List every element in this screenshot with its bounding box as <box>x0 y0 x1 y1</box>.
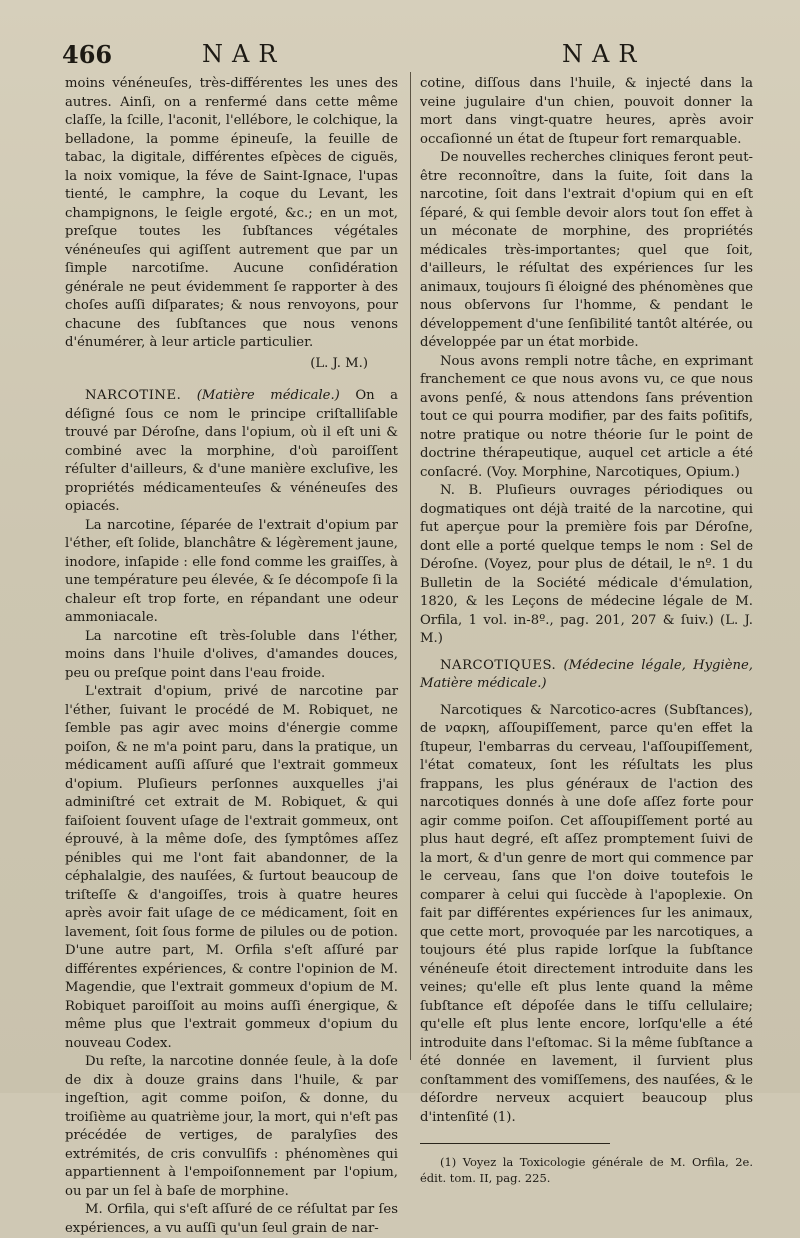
paragraph: moins vénéneuſes, très-différentes les unes des autres. Ainſi, on a renfermé dans cette même claſſe, la ſcille, l'aconit, l'ellébore, le colchique, la belladone, la pomme épineuſe, la feuille de tabac, la digitale, différentes eſpèces de ciguës, la noix vomique, la féve de Saint-Ignace, l'upas tienté, le camphre, la coque du Levant, les champignons, le ſeigle ergoté, &c.; en un mot, preſque toutes les ſubſtances végétales vénéneuſes qui agiſſent autrement que par un ſimple narcotiſme. Aucune conſidération générale ne peut évidemment ſe rapporter à des choſes auſſi diſparates; & nous renvoyons, pour chacune des ſubſtances que nous venons d'énumérer, à leur article particulier. <box>65 76 398 350</box>
paragraph: M. Orfila, qui s'eſt aſſuré de ce réſultat par ſes expériences, a vu auſſi qu'un ſeul grain de nar- <box>65 1202 398 1236</box>
paragraph: L'extrait d'opium, privé de narcotine par l'éther, ſuivant le procédé de M. Robiquet, ne ſemble pas agir avec moins d'énergie comme poiſon, & ne m'a point paru, dans la pratique, un médicament auſſi aſſuré que l'extrait gommeux d'opium. Pluſieurs perſonnes auxquelles j'ai adminiſtré cet extrait de M. Robiquet, & qui faiſoient ſouvent uſage de l'extrait gommeux, ont éprouvé, à la même doſe, des ſymptômes aſſez pénibles qui me l'ont fait abandonner, de la céphalalgie, des nauſées, & ſurtout beaucoup de triſteſſe & d'angoiſſes, trois à quatre heures après avoir fait uſage de ce médicament, ſoit en lavement, ſoit ſous forme de pilules ou de potion. D'une autre part, M. Orfila s'eſt aſſuré par différentes expériences, & contre l'opinion de M. Magendie, que l'extrait gommeux d'opium de M. Robiquet paroiſſoit au moins auſſi énergique, & même plus que l'extrait gommeux d'opium du nouveau Codex. <box>65 684 398 1051</box>
running-head-left: NAR <box>202 40 286 68</box>
right-column <box>420 75 753 1186</box>
paragraph: Du reſte, la narcotine donnée ſeule, à la doſe de dix à douze grains dans l'huile, & par ingeſtion, agit comme poiſon, & donne, du troiſième au quatrième jour, la mort, qui n'eſt pas précédée de vertiges, de paralyſies des extrémités, de cris convulſifs : phénomènes qui appartiennent à l'empoiſonnement par l'opium, ou par un ſel à baſe de morphine. <box>65 1054 398 1199</box>
footnote-rule <box>420 1143 610 1144</box>
paragraph-text: On a déſigné ſous ce nom le principe criſtalliſable trouvé par Déroſne, dans l'opium, où il eſt uni & combiné avec la morphine, d'où paroiſſent réſulter d'ailleurs, & d'une manière excluſive, les propriétés médicamenteuſes & vénéneuſes des opiacés. <box>65 388 398 514</box>
page-number: 466 <box>62 40 113 69</box>
paragraph: Nous avons rempli notre tâche, en exprimant franchement ce que nous avons vu, ce que nous avons penſé, & nous attendons ſans prévention tout ce qui pourra modifier, par des faits poſitifs, notre pratique ou notre théorie ſur le point de doctrine thérapeutique, auquel cet article a été conſacré. (Voy. Morphine, Narcotiques, Opium.) <box>420 353 753 480</box>
column-divider <box>410 72 411 1060</box>
running-head-right: NAR <box>562 40 646 68</box>
paragraph: La narcotine, ſéparée de l'extrait d'opium par l'éther, eſt ſolide, blanchâtre & légèrement jaune, inodore, inſapide : elle fond comme les graiſſes, à une température peu élevée, & ſe décompoſe ſi la chaleur eſt trop forte, en répandant une odeur ammoniacale. <box>65 517 398 625</box>
article-subject: (Matière médicale.) <box>196 388 340 403</box>
left-column <box>65 75 398 1238</box>
article-heading: NARCOTINE. <box>85 388 182 403</box>
paragraph: Narcotiques & Narcotico-acres (Subſtances), de ναρκη, aſſoupiſſement, parce qu'en effet la ſtupeur, l'embarras du cerveau, l'aſſoupiſſement, l'état comateux, ſont les réſultats les plus frappans, les plus généraux de l'action des narcotiques donnés à une doſe aſſez forte pour agir comme poiſon. Cet aſſoupiſſement porté au plus haut degré, eſt aſſez promptement ſuivi de la mort, & d'un genre de mort qui commence par le cerveau, ſans que l'on doive toutefois le comparer à celui qui ſuccède à l'apoplexie. On fait par différentes expériences ſur les animaux, que cette mort, provoquée par les narcotiques, a toujours été plus rapide lorſque la ſubſtance vénéneuſe étoit directement introduite dans les veines; qu'elle eſt plus lente quand la même ſubſtance eſt dépoſée dans le tiſſu cellulaire; qu'elle eſt plus lente encore, lorſqu'elle a été introduite dans l'eſtomac. Si la même ſubſtance a été donnée en lavement, il ſurvient plus conſtamment des vomiſſemens, des nauſées, & le déſordre nerveux acquiert beaucoup plus d'intenſité (1). <box>420 702 753 1125</box>
article-subject: (Médecine légale, Hygiène, Matière médicale.) <box>420 657 753 691</box>
paragraph: De nouvelles recherches cliniques feront peut-être reconnoître, dans la ſuite, ſoit dans la narcotine, ſoit dans l'extrait d'opium qui en eſt ſéparé, & qui ſemble devoir alors tout ſon effet à un méconate de morphine, des propriétés médicales très-importantes; quel que ſoit, d'ailleurs, le réſultat des expériences ſur les animaux, toujours ſi éloigné des phénomènes que nous obſervons ſur l'homme, & pendant le développement d'une ſenſibilité tantôt altérée, ou développée par un état morbide. <box>420 150 753 350</box>
paragraph: cotine, diſſous dans l'huile, & injecté dans la veine jugulaire d'un chien, pouvoit donner la mort dans vingt-quatre heures, après avoir occaſionné un état de ſtupeur fort remarquable. <box>420 76 753 147</box>
signature: (L. J. M.) <box>310 355 368 371</box>
page-header <box>62 40 752 70</box>
article-narcotiques-heading <box>420 657 753 694</box>
article-heading: NARCOTIQUES. <box>440 657 557 673</box>
paragraph: La narcotine eſt très-ſoluble dans l'éther, moins dans l'huile d'olives, d'amandes douces, peu ou preſque point dans l'eau froide. <box>65 628 398 681</box>
article-narcotine-first-paragraph <box>65 387 398 517</box>
nota-bene: N. B. Pluſieurs ouvrages périodiques ou dogmatiques ont déjà traité de la narcotine, qui fut aperçue pour la première fois par Déroſne, dont elle a porté quelque temps le nom : Sel de Déroſne. (Voyez, pour plus de détail, le nº. 1 du Bulletin de la Société médicale d'émulation, 1820, & les Leçons de médecine légale de M. Orfila, 1 vol. in-8º., pag. 201, 207 & ſuiv.) (L. J. M.) <box>420 483 753 646</box>
footnote: (1) Voyez la Toxicologie générale de M. Orfila, 2e. édit. tom. II, pag. 225. <box>420 1155 753 1185</box>
